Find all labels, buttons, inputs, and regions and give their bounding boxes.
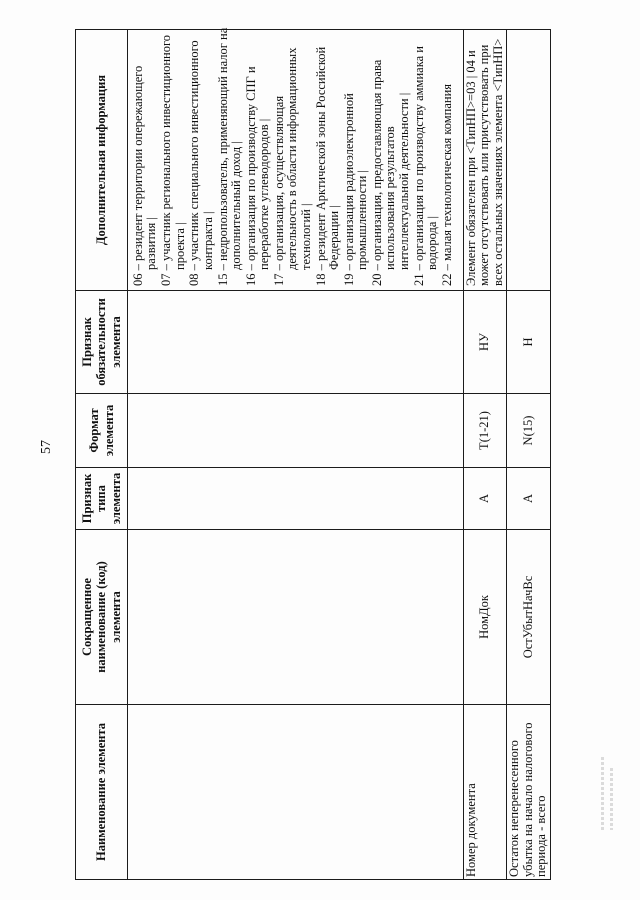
element-required-cell: Н bbox=[507, 291, 551, 394]
list-item: 20 – организация, предоставляющая права использования результатов интеллектуальной деятельности | bbox=[370, 59, 411, 286]
faint-stamp-mark bbox=[601, 757, 604, 832]
header-format: Формат элемента bbox=[76, 394, 128, 468]
header-short-name: Сокращенное наименование (код) элемента bbox=[76, 530, 128, 705]
continuation-row bbox=[128, 30, 464, 880]
rotated-table-wrapper bbox=[75, 27, 549, 880]
empty-cell bbox=[128, 705, 464, 880]
header-additional-info: Дополнительная информация bbox=[76, 30, 128, 291]
element-type-cell: А bbox=[507, 468, 551, 530]
list-item: 17 – организация, осуществляющая деятельность в области информационных технологий | bbox=[272, 47, 313, 286]
header-element-name: Наименование элемента bbox=[76, 705, 128, 880]
empty-cell bbox=[128, 468, 464, 530]
element-code-cell: ОстУбытНачВс bbox=[507, 530, 551, 705]
list-item: 07 – участник регионального инвестиционного проекта | bbox=[159, 34, 187, 286]
list-item: 08 – участник специального инвестиционного контракта | bbox=[187, 40, 215, 286]
list-item: 16 – организация по производству СПГ и переработке углеводородов | bbox=[243, 66, 272, 286]
page-number: 57 bbox=[39, 440, 54, 454]
table-row bbox=[507, 30, 551, 880]
header-type-flag: Признак типа элемента bbox=[76, 468, 128, 530]
element-name-cell: Остаток неперенесенного убытка на начало налогового периода - всего bbox=[507, 705, 551, 880]
taxpayer-category-list bbox=[128, 27, 464, 291]
empty-cell bbox=[128, 530, 464, 705]
element-name-cell: Номер документа bbox=[464, 705, 507, 880]
header-row bbox=[76, 30, 128, 880]
list-item: 06 – резидент территории опережающего развития | bbox=[131, 65, 159, 286]
element-required-cell: НУ bbox=[464, 291, 507, 394]
element-type-cell: А bbox=[464, 468, 507, 530]
faint-stamp-mark bbox=[610, 768, 613, 830]
list-item: 22 – малая технологическая компания bbox=[439, 83, 454, 286]
element-format-cell: N(15) bbox=[507, 394, 551, 468]
element-info-cell: Элемент обязателен при <ТипНП>=03 | 04 и может отсутствовать или присутствовать при всех остальных значениях элемента <ТипНП> bbox=[464, 30, 507, 291]
empty-cell bbox=[128, 291, 464, 394]
empty-cell bbox=[128, 394, 464, 468]
list-item: 18 – резидент Арктической зоны Российской Федерации | bbox=[313, 46, 342, 286]
empty-cell bbox=[507, 30, 551, 291]
list-item: 19 – организация радиоэлектронной промышленности | bbox=[341, 93, 370, 286]
list-item: 15 – недропользователь, применяющий налог на дополнительный доход | bbox=[215, 27, 244, 286]
element-spec-table bbox=[75, 29, 551, 880]
table-row bbox=[464, 30, 507, 880]
element-format-cell: T(1-21) bbox=[464, 394, 507, 468]
element-code-cell: НомДок bbox=[464, 530, 507, 705]
list-item: 21 – организация по производству аммиака и водорода | bbox=[411, 46, 440, 286]
header-required-flag: Признак обязательности элемента bbox=[76, 291, 128, 394]
